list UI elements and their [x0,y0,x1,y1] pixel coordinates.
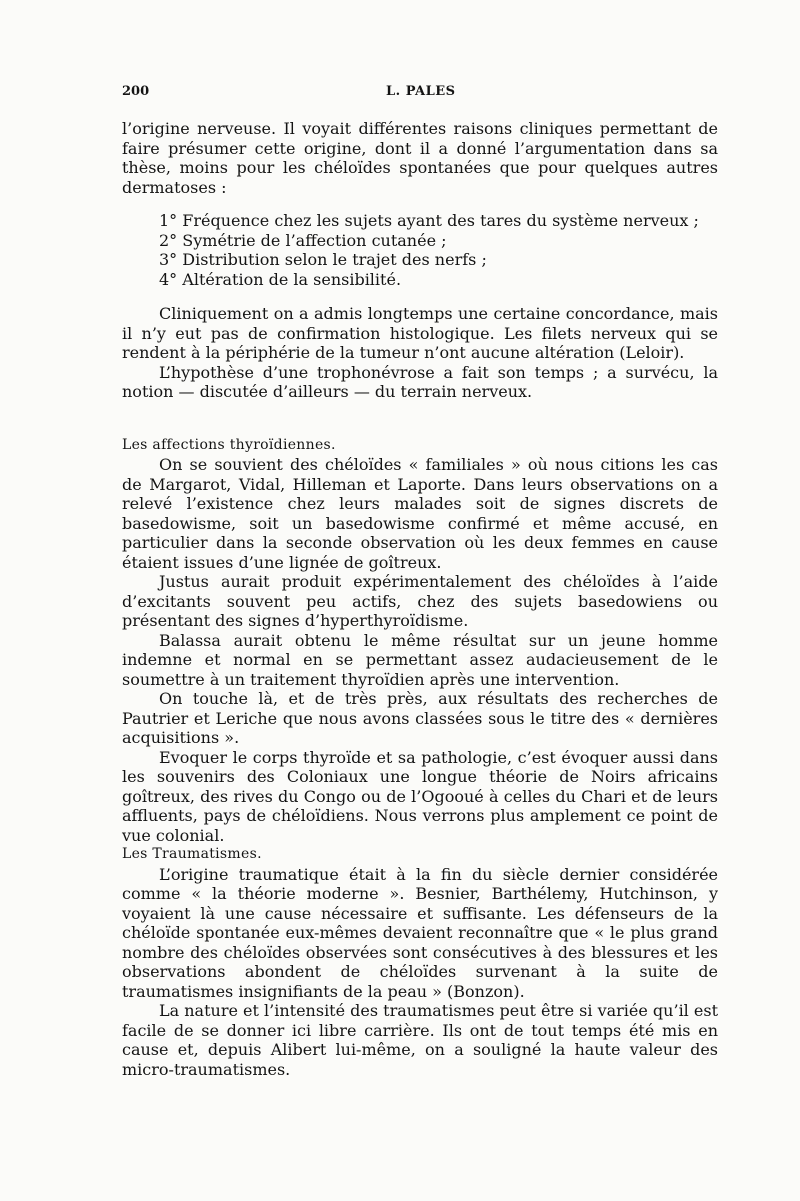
paragraph: Balassa aurait obtenu le même résultat sur un jeune homme indemne et normal en se permettant assez audacieusement de le soumettre à un traitement thyroïdien après une intervention. [122,630,718,689]
numbered-list [159,211,718,289]
paragraph: Justus aurait produit expérimentalement des chéloïdes à l’aide d’excitants souvent peu actifs, chez des sujets basedowiens ou présentant des signes d’hyperthyroïdisme. [122,572,718,630]
section-heading: Les affections thyroïdiennes. [122,436,336,453]
paragraph: Evoquer le corps thyroïde et sa pathologie, c’est évoquer aussi dans les souvenirs des Coloniaux une longue théorie de Noirs africains goîtreux, des rives du Congo ou de l’Ogooué à celles du Chari et de leurs affluents, pays de chéloïdiens. Nous verrons plus amplement ce point de vue colonial. [122,747,718,845]
running-head: L. PALES [386,84,456,99]
list-item: 4° Altération de la sensibilité. [159,269,402,289]
paragraph: L’hypothèse d’une trophonévrose a fait son temps ; a survécu, la notion — discutée d’ailleurs — du terrain nerveux. [122,362,718,401]
list-item: 2° Symétrie de l’affection cutanée ; [159,230,447,250]
paragraph: La nature et l’intensité des traumatismes peut être si variée qu’il est facile de se donner ici libre carrière. Ils ont de tout temps été mis en cause et, depuis Alibert lui-même, on a souligné la haute valeur des micro-traumatismes. [122,1001,718,1079]
paragraph: l’origine nerveuse. Il voyait différentes raisons cliniques permettant de faire présumer cette origine, dont il a donné l’argumentation dans sa thèse, moins pour les chéloïdes spontanées que pour quelques autres dermatoses : [122,119,718,197]
page-body [122,119,718,1079]
list-item: 1° Fréquence chez les sujets ayant des tares du système nerveux ; [159,211,699,230]
paragraph: On se souvient des chéloïdes « familiales » où nous citions les cas de Margarot, Vidal, Hilleman et Laporte. Dans leurs observations on a relevé l’existence chez leurs malades soit de signes discrets de basedowisme, soit un basedowisme confirmé et même accusé, en particulier dans la seconde observation où les deux femmes en cause étaient issues d’une lignée de goîtreux. [122,455,718,572]
paragraph: L’origine traumatique était à la fin du siècle dernier considérée comme « la théorie moderne ». Besnier, Barthélemy, Hutchinson, y voyaient là une cause nécessaire et suffisante. Les défenseurs de la chéloïde spontanée eux-mêmes devaient reconnaître que « le plus grand nombre des chéloïdes observées sont consécutives à des blessures et les observations abondent de chéloïdes survenant à la suite de traumatismes insignifiants de la peau » (Bonzon). [122,864,718,1001]
section-heading: Les Traumatismes. [122,846,262,862]
paragraph: Cliniquement on a admis longtemps une certaine concordance, mais il n’y eut pas de confirmation histologique. Les filets nerveux qui se rendent à la périphérie de la tumeur n’ont aucune altération (Leloir). [122,304,718,362]
list-item: 3° Distribution selon le trajet des nerfs ; [159,250,487,269]
page-header [122,84,718,104]
page-number: 200 [122,84,150,99]
paragraph: On touche là, et de très près, aux résultats des recherches de Pautrier et Leriche que nous avons classées sous le titre des « dernières acquisitions ». [122,689,718,747]
